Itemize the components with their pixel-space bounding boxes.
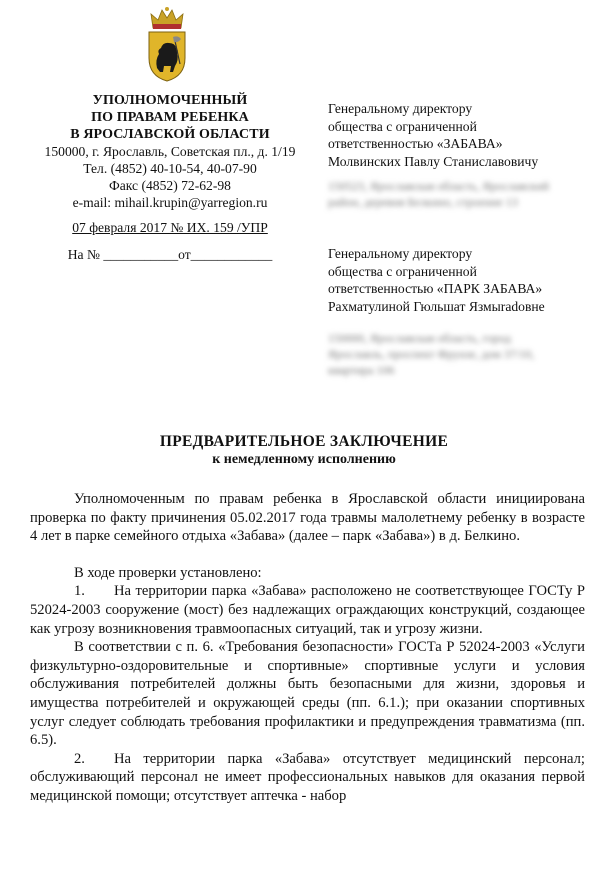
recipient-1: [328, 100, 588, 170]
recipient-2-line1: Генеральному директору: [328, 246, 473, 261]
list-item-2-number: 2.: [74, 750, 85, 767]
document-title: [0, 432, 608, 468]
outgoing-reference: 07 февраля 2017 № ИХ. 159 /УПР: [72, 220, 268, 235]
list-item-1: [30, 582, 585, 638]
recipient-1-line1: Генеральному директору: [328, 101, 473, 116]
document-body: [30, 490, 585, 806]
list-item-1-number: 1.: [74, 583, 85, 600]
sender-org-line1: УПОЛНОМОЧЕННЫЙ: [92, 93, 248, 108]
sender-phone: Тел. (4852) 40-10-54, 40-07-90: [83, 161, 257, 176]
title-sub: к немедленному исполнению: [212, 452, 396, 467]
recipient-2-line3: ответственностью «ПАРК ЗАБАВА»: [328, 281, 543, 296]
recipient-1-line3: ответственностью «ЗАБАВА»: [328, 136, 503, 151]
incoming-reference: На № ___________от____________: [67, 247, 273, 262]
recipient-2-line2: общества с ограниченной: [328, 263, 477, 279]
sender-org-line3: В ЯРОСЛАВСКОЙ ОБЛАСТИ: [70, 127, 270, 142]
paragraph-2: В ходе проверки установлено:: [74, 564, 262, 581]
sender-address: 150000, г. Ярославль, Советская пл., д. 1/19: [44, 144, 296, 159]
sender-fax: Факс (4852) 72-62-98: [109, 178, 231, 193]
recipient-2-address-blurred: 150000, Ярославская область, город Ярославль, проспект Фрунзе, дом 37/10, квартира 106: [328, 331, 535, 377]
list-item-2-text: На территории парка «Забава» отсутствует медицинский персонал; обслуживающий персонал не имеет профессиональных навыков для оказания первой медицинской помощи; отсутствует аптечка - набор: [30, 750, 585, 804]
paragraph-3: В соответствии с п. 6. «Требования безопасности» ГОСТа Р 52024-2003 «Услуги физкультурно-оздоровительные и спортивные» спортивные услуги и условия обслуживания потребителей должны быть безопасными для жизни, здоровья и имущества потребителей и окружающей среды (пп. 6.1.); при оказании спортивных услуг следует соблюдать требования профилактики и предупреждения травматизма (пп. 6.5).: [30, 639, 585, 749]
recipient-2: [328, 245, 588, 315]
recipient-1-line4: Молвинских Павлу Станиславовичу: [328, 153, 539, 169]
list-item-1-text: На территории парка «Забава» расположено не соответствующее ГОСТу Р 52024-2003 сооружение (мост) без надлежащих ограждающих конструкций, создающее как угрозу возникновения травмоопасных ситуаций, так и угрозу жизни.: [30, 583, 585, 637]
title-main: ПРЕДВАРИТЕЛЬНОЕ ЗАКЛЮЧЕНИЕ: [159, 433, 449, 450]
recipient-2-line4: Рахматулиной Гюльшат Язмыradовне: [328, 298, 545, 314]
list-item-2: [30, 750, 585, 806]
sender-block: [0, 92, 340, 263]
sender-email: e-mail: mihail.krupin@yarregion.ru: [72, 195, 268, 210]
recipient-1-line2: общества с ограниченной: [328, 118, 477, 134]
paragraph-1: Уполномоченным по правам ребенка в Ярославской области инициирована проверка по факту причинения 05.02.2017 года травмы малолетнему ребенку в возрасте 4 лет в парке семейного отдыха «Забава» (далее – парк «Забава») в д. Белкино.: [30, 491, 585, 545]
recipient-1-address-blurred: 150523, Ярославская область, Ярославский район, деревня Белкино, строение 13: [328, 179, 550, 209]
yaroslavl-coat-of-arms-icon: [145, 6, 189, 82]
sender-org-line2: ПО ПРАВАМ РЕБЕНКА: [91, 110, 249, 125]
